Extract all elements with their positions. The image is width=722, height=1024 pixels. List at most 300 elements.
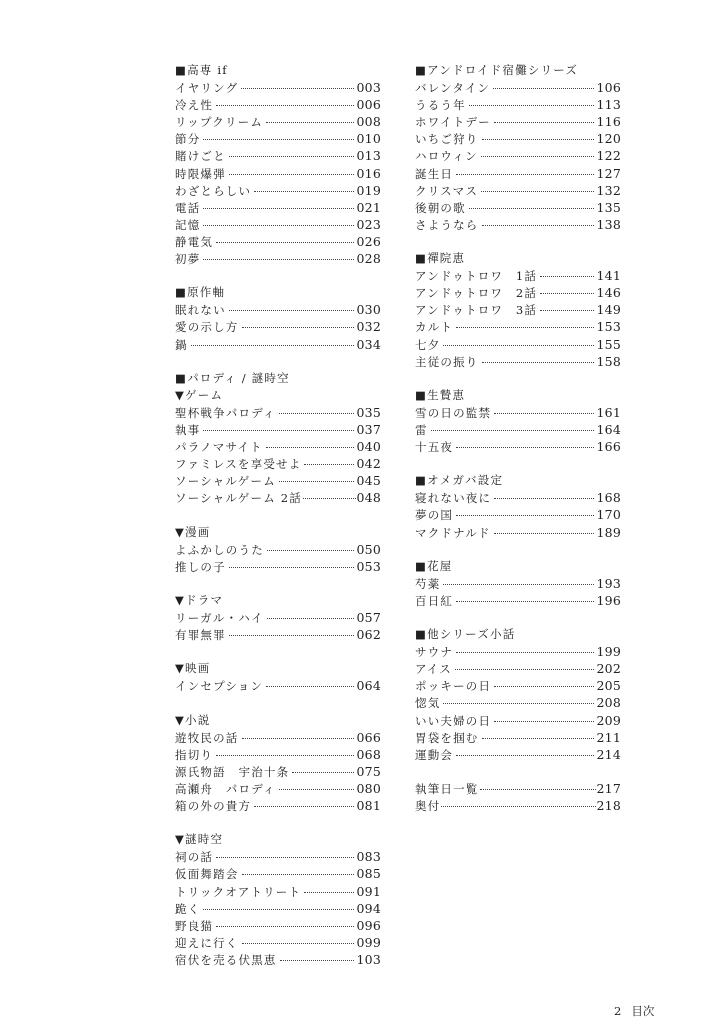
entry-page-number: 028 bbox=[356, 251, 381, 267]
entry-page-number: 208 bbox=[596, 695, 621, 711]
entry-page-number: 008 bbox=[356, 114, 381, 130]
entry-title: 後朝の歌 bbox=[415, 200, 466, 215]
toc-entry[interactable] bbox=[415, 780, 621, 797]
toc-entry[interactable] bbox=[415, 729, 621, 746]
toc-entry[interactable] bbox=[175, 797, 381, 814]
entry-title: さようなら bbox=[415, 217, 479, 232]
toc-entry[interactable] bbox=[415, 267, 621, 284]
dot-leader bbox=[242, 874, 354, 875]
entry-title: 誕生日 bbox=[415, 166, 454, 181]
dot-leader bbox=[469, 208, 594, 209]
dot-leader bbox=[216, 242, 353, 243]
dot-leader bbox=[455, 669, 594, 670]
entry-title: アイス bbox=[415, 662, 452, 677]
toc-entry[interactable] bbox=[415, 199, 621, 216]
section-heading-text: ■原作軸 bbox=[175, 285, 226, 300]
toc-entry[interactable] bbox=[175, 865, 381, 882]
toc-entry[interactable] bbox=[175, 472, 381, 489]
entry-page-number: 132 bbox=[596, 182, 621, 198]
entry-title: よふかしのうた bbox=[175, 542, 264, 557]
toc-entry[interactable] bbox=[175, 455, 381, 472]
section-heading-text: ■パロディ / 謎時空 bbox=[175, 370, 290, 385]
entry-page-number: 196 bbox=[596, 592, 621, 608]
entry-page-number: 035 bbox=[356, 404, 381, 420]
dot-leader bbox=[292, 772, 353, 773]
entry-page-number: 045 bbox=[356, 473, 381, 489]
toc-entry[interactable] bbox=[175, 489, 381, 506]
toc-entry[interactable] bbox=[415, 524, 621, 541]
dot-leader bbox=[229, 174, 354, 175]
entry-title: 寝れない夜に bbox=[415, 491, 492, 506]
entry-title: いちご狩り bbox=[415, 132, 479, 147]
entry-page-number: 149 bbox=[596, 302, 621, 318]
entry-page-number: 085 bbox=[356, 866, 381, 882]
entry-title: 指切り bbox=[175, 747, 214, 762]
entry-title: ハロウィン bbox=[415, 149, 478, 164]
entry-page-number: 127 bbox=[596, 165, 621, 181]
entry-page-number: 042 bbox=[356, 456, 381, 472]
toc-entry[interactable] bbox=[415, 592, 621, 609]
entry-title: バレンタイン bbox=[415, 81, 491, 96]
entry-page-number: 021 bbox=[356, 199, 381, 215]
entry-page-number: 218 bbox=[596, 798, 621, 814]
entry-title: 運動会 bbox=[415, 747, 454, 762]
section-heading-text: ■アンドロイド宿儺シリーズ bbox=[415, 63, 579, 77]
entry-title: イヤリング bbox=[175, 81, 239, 96]
entry-title: わざとらしい bbox=[175, 183, 252, 198]
entry-title: 推しの子 bbox=[175, 559, 226, 574]
toc-entry[interactable] bbox=[415, 677, 621, 694]
toc-entry[interactable] bbox=[415, 284, 621, 301]
entry-title: 七夕 bbox=[415, 337, 441, 352]
toc-entry[interactable] bbox=[415, 318, 621, 335]
dot-leader bbox=[229, 635, 354, 636]
dot-leader bbox=[242, 943, 354, 944]
entry-title: 節分 bbox=[175, 132, 201, 147]
dot-leader bbox=[229, 156, 354, 157]
entry-title: 主従の振り bbox=[415, 354, 479, 369]
page-footer bbox=[614, 1003, 664, 1019]
entry-title: 野良猫 bbox=[175, 918, 214, 933]
spacer bbox=[175, 643, 381, 660]
dot-leader bbox=[254, 191, 353, 192]
toc-entry[interactable] bbox=[175, 404, 381, 421]
toc-entry[interactable] bbox=[415, 643, 621, 660]
dot-leader bbox=[191, 345, 354, 346]
entry-title: インセプション bbox=[175, 679, 264, 694]
toc-entry[interactable] bbox=[175, 883, 381, 900]
section-heading-text: ▼漫画 bbox=[175, 524, 211, 539]
spacer bbox=[175, 267, 381, 284]
toc-entry[interactable] bbox=[415, 660, 621, 677]
section-heading-text: ▼ドラマ bbox=[175, 592, 224, 607]
toc-entry[interactable] bbox=[175, 216, 381, 233]
entry-title: 時限爆弾 bbox=[175, 166, 226, 181]
toc-column-right bbox=[415, 62, 621, 814]
entry-title: 百日紅 bbox=[415, 593, 454, 608]
entry-title: 聖杯戦争パロディ bbox=[175, 405, 276, 420]
entry-page-number: 170 bbox=[596, 507, 621, 523]
entry-page-number: 080 bbox=[356, 780, 381, 796]
entry-page-number: 057 bbox=[356, 610, 381, 625]
entry-title: 有罪無罪 bbox=[175, 628, 226, 643]
section-heading bbox=[175, 712, 381, 729]
toc-entry[interactable] bbox=[175, 609, 381, 626]
entry-page-number: 032 bbox=[356, 319, 381, 335]
toc-entry[interactable] bbox=[415, 797, 621, 814]
dot-leader bbox=[540, 293, 593, 294]
entry-page-number: 037 bbox=[356, 421, 381, 437]
entry-page-number: 003 bbox=[356, 80, 381, 96]
entry-page-number: 013 bbox=[356, 148, 381, 164]
entry-title: アンドゥトロワ 1話 bbox=[415, 269, 538, 284]
entry-title: リップクリーム bbox=[175, 115, 264, 130]
entry-title: ファミレスを享受せよ bbox=[175, 457, 302, 472]
toc-entry[interactable] bbox=[175, 113, 381, 130]
entry-title: 跪く bbox=[175, 901, 201, 916]
dot-leader bbox=[203, 259, 353, 260]
entry-page-number: 214 bbox=[596, 746, 621, 762]
toc-entry[interactable] bbox=[175, 934, 381, 951]
toc-entry[interactable] bbox=[175, 318, 381, 335]
dot-leader bbox=[481, 156, 594, 157]
entry-title: ホワイトデー bbox=[415, 115, 491, 130]
entry-page-number: 209 bbox=[596, 712, 621, 728]
dot-leader bbox=[431, 430, 594, 431]
section-heading bbox=[415, 250, 621, 267]
dot-leader bbox=[229, 567, 354, 568]
entry-title: 祠の話 bbox=[175, 850, 214, 865]
dot-leader bbox=[229, 310, 354, 311]
toc-entry[interactable] bbox=[175, 917, 381, 934]
toc-entry[interactable] bbox=[415, 216, 621, 233]
entry-page-number: 075 bbox=[356, 763, 381, 779]
entry-title: いい夫婦の日 bbox=[415, 713, 492, 728]
dot-leader bbox=[280, 960, 354, 961]
entry-title: 芍薬 bbox=[415, 576, 441, 591]
entry-title: 源氏物語 宇治十条 bbox=[175, 764, 290, 779]
toc-entry[interactable] bbox=[415, 336, 621, 353]
entry-title: 初夢 bbox=[175, 252, 201, 267]
toc-entry[interactable] bbox=[175, 729, 381, 746]
entry-title: 愛の示し方 bbox=[175, 320, 239, 335]
section-heading bbox=[175, 831, 381, 848]
spacer bbox=[175, 506, 381, 523]
entry-page-number: 030 bbox=[356, 302, 381, 318]
toc-entry[interactable] bbox=[415, 113, 621, 130]
entry-page-number: 010 bbox=[356, 131, 381, 147]
entry-title: 静電気 bbox=[175, 234, 214, 249]
entry-page-number: 016 bbox=[356, 165, 381, 181]
entry-title: カルト bbox=[415, 320, 454, 335]
dot-leader bbox=[481, 191, 593, 192]
section-heading bbox=[175, 284, 381, 301]
toc-entry[interactable] bbox=[175, 746, 381, 763]
entry-page-number: 068 bbox=[356, 746, 381, 762]
entry-title: リーガル・ハイ bbox=[175, 611, 264, 625]
entry-title: 遊牧民の話 bbox=[175, 730, 239, 745]
toc-entry[interactable] bbox=[415, 96, 621, 113]
entry-page-number: 120 bbox=[596, 131, 621, 147]
dot-leader bbox=[304, 464, 353, 465]
section-heading-text: ■花屋 bbox=[415, 558, 453, 573]
toc-entry[interactable] bbox=[175, 233, 381, 250]
entry-page-number: 040 bbox=[356, 439, 381, 455]
entry-title: マクドナルド bbox=[415, 525, 491, 540]
dot-leader bbox=[494, 498, 593, 499]
dot-leader bbox=[266, 447, 354, 448]
entry-page-number: 023 bbox=[356, 216, 381, 232]
toc-entry[interactable] bbox=[175, 336, 381, 353]
dot-leader bbox=[456, 515, 593, 516]
entry-page-number: 164 bbox=[596, 421, 621, 437]
dot-leader bbox=[254, 806, 353, 807]
toc-entry[interactable] bbox=[415, 694, 621, 711]
entry-page-number: 166 bbox=[596, 439, 621, 455]
section-heading bbox=[415, 387, 621, 404]
toc-entry[interactable] bbox=[175, 182, 381, 199]
dot-leader bbox=[456, 755, 593, 756]
entry-title: 電話 bbox=[175, 200, 201, 215]
entry-title: 雪の日の監禁 bbox=[415, 405, 492, 420]
toc-entry[interactable] bbox=[415, 301, 621, 318]
entry-page-number: 153 bbox=[596, 319, 621, 335]
toc-column-left bbox=[175, 62, 381, 968]
entry-page-number: 202 bbox=[596, 661, 621, 677]
entry-page-number: 094 bbox=[356, 900, 381, 916]
entry-title: 記憶 bbox=[175, 217, 201, 232]
entry-page-number: 155 bbox=[596, 336, 621, 352]
dot-leader bbox=[203, 139, 353, 140]
toc-entry[interactable] bbox=[175, 677, 381, 694]
entry-title: 胃袋を掴む bbox=[415, 730, 479, 745]
dot-leader bbox=[241, 88, 353, 89]
entry-title: 宿伏を売る伏黒恵 bbox=[175, 952, 277, 967]
entry-page-number: 113 bbox=[596, 97, 621, 113]
toc-entry[interactable] bbox=[415, 746, 621, 763]
entry-title: クリスマス bbox=[415, 183, 479, 198]
toc-entry[interactable] bbox=[175, 199, 381, 216]
entry-title: うるう年 bbox=[415, 98, 466, 113]
section-heading-text: ▼小説 bbox=[175, 712, 211, 727]
toc-entry[interactable] bbox=[415, 506, 621, 523]
toc-entry[interactable] bbox=[175, 558, 381, 575]
entry-title: 高瀬舟 パロディ bbox=[175, 781, 276, 796]
entry-title: 迎えに行く bbox=[175, 935, 239, 950]
toc-entry[interactable] bbox=[415, 575, 621, 592]
section-heading bbox=[415, 626, 621, 643]
entry-page-number: 122 bbox=[596, 148, 621, 164]
spacer bbox=[415, 370, 621, 387]
dot-leader bbox=[443, 703, 593, 704]
entry-page-number: 138 bbox=[596, 216, 621, 232]
entry-page-number: 096 bbox=[356, 917, 381, 933]
dot-leader bbox=[494, 122, 594, 123]
toc-entry[interactable] bbox=[175, 96, 381, 113]
spacer bbox=[175, 575, 381, 592]
dot-leader bbox=[216, 105, 353, 106]
section-heading bbox=[175, 592, 381, 609]
toc-entry[interactable] bbox=[175, 130, 381, 147]
toc-entry[interactable] bbox=[415, 421, 621, 438]
section-heading bbox=[175, 660, 381, 677]
entry-page-number: 146 bbox=[596, 285, 621, 301]
dot-leader bbox=[456, 601, 593, 602]
toc-entry[interactable] bbox=[175, 438, 381, 455]
toc-entry[interactable] bbox=[175, 79, 381, 96]
toc-entry[interactable] bbox=[175, 763, 381, 780]
entry-title: 箱の外の貴方 bbox=[175, 799, 252, 814]
spacer bbox=[415, 763, 621, 780]
toc-entry[interactable] bbox=[175, 541, 381, 558]
toc-entry[interactable] bbox=[415, 712, 621, 729]
spacer bbox=[415, 455, 621, 472]
entry-page-number: 168 bbox=[596, 490, 621, 506]
dot-leader bbox=[216, 755, 353, 756]
dot-leader bbox=[242, 327, 354, 328]
entry-title: 賭けごと bbox=[175, 149, 226, 164]
dot-leader bbox=[494, 533, 594, 534]
toc-entry[interactable] bbox=[175, 301, 381, 318]
dot-leader bbox=[203, 909, 353, 910]
dot-leader bbox=[482, 225, 594, 226]
section-heading bbox=[175, 370, 381, 387]
entry-title: ポッキーの日 bbox=[415, 679, 492, 694]
toc-entry[interactable] bbox=[175, 780, 381, 797]
section-heading-text: ▼謎時空 bbox=[175, 832, 224, 847]
toc-entry[interactable] bbox=[415, 404, 621, 421]
toc-entry[interactable] bbox=[415, 353, 621, 370]
spacer bbox=[175, 694, 381, 711]
entry-title: 眠れない bbox=[175, 303, 226, 318]
toc-entry[interactable] bbox=[175, 900, 381, 917]
toc-entry[interactable] bbox=[175, 626, 381, 643]
section-heading bbox=[415, 472, 621, 489]
toc-entry[interactable] bbox=[175, 421, 381, 438]
entry-page-number: 048 bbox=[356, 490, 381, 506]
toc-entry[interactable] bbox=[175, 165, 381, 182]
dot-leader bbox=[456, 174, 593, 175]
dot-leader bbox=[482, 362, 594, 363]
entry-page-number: 205 bbox=[596, 678, 621, 694]
entry-title: トリックオアトリート bbox=[175, 884, 302, 899]
dot-leader bbox=[203, 225, 353, 226]
section-heading-text: ▼映画 bbox=[175, 661, 211, 676]
dot-leader bbox=[266, 686, 353, 687]
entry-title: 執筆日一覧 bbox=[415, 781, 479, 796]
entry-page-number: 193 bbox=[596, 575, 621, 591]
dot-leader bbox=[304, 892, 353, 893]
spacer bbox=[175, 353, 381, 370]
section-heading-text: ■生贄恵 bbox=[415, 387, 466, 402]
toc-entry[interactable] bbox=[415, 147, 621, 164]
spacer bbox=[415, 609, 621, 626]
entry-title: 冷え性 bbox=[175, 98, 214, 113]
dot-leader bbox=[456, 447, 593, 448]
toc-entry[interactable] bbox=[415, 438, 621, 455]
entry-title: ソーシャルゲーム bbox=[175, 474, 276, 489]
footer-section-title: 目次 bbox=[631, 1004, 655, 1018]
dot-leader bbox=[266, 122, 353, 123]
entry-page-number: 064 bbox=[356, 678, 381, 694]
entry-page-number: 062 bbox=[356, 627, 381, 643]
toc-entry[interactable] bbox=[415, 79, 621, 96]
section-heading-text: ▼ゲーム bbox=[175, 387, 224, 402]
toc-entry[interactable] bbox=[415, 165, 621, 182]
spacer bbox=[415, 541, 621, 558]
entry-page-number: 217 bbox=[596, 780, 621, 796]
dot-leader bbox=[216, 926, 353, 927]
dot-leader bbox=[482, 139, 594, 140]
entry-title: 執事 bbox=[175, 422, 201, 437]
entry-title: 十五夜 bbox=[415, 440, 454, 455]
spacer bbox=[415, 233, 621, 250]
section-heading bbox=[415, 558, 621, 575]
dot-leader bbox=[443, 345, 593, 346]
entry-title: 仮面舞踏会 bbox=[175, 867, 239, 882]
section-heading-text: ■オメガバ設定 bbox=[415, 473, 504, 488]
entry-page-number: 135 bbox=[596, 199, 621, 215]
entry-title: 惚気 bbox=[415, 696, 441, 711]
entry-page-number: 081 bbox=[356, 798, 381, 814]
entry-title: パラノマサイト bbox=[175, 440, 263, 455]
toc-entry[interactable] bbox=[415, 489, 621, 506]
entry-title: ソーシャルゲーム 2話 bbox=[175, 491, 302, 506]
section-heading bbox=[415, 62, 621, 79]
section-heading-text: ■高専 if bbox=[175, 63, 228, 77]
toc-entry[interactable] bbox=[175, 848, 381, 865]
entry-page-number: 103 bbox=[356, 951, 381, 967]
section-heading bbox=[175, 62, 381, 79]
dot-leader bbox=[216, 857, 353, 858]
dot-leader bbox=[443, 584, 593, 585]
toc-entry[interactable] bbox=[175, 147, 381, 164]
dot-leader bbox=[494, 413, 593, 414]
toc-entry[interactable] bbox=[175, 951, 381, 968]
entry-page-number: 158 bbox=[596, 353, 621, 369]
dot-leader bbox=[279, 789, 354, 790]
dot-leader bbox=[267, 618, 354, 619]
dot-leader bbox=[441, 806, 595, 807]
entry-page-number: 034 bbox=[356, 336, 381, 352]
entry-page-number: 141 bbox=[596, 268, 621, 284]
entry-page-number: 026 bbox=[356, 233, 381, 249]
dot-leader bbox=[482, 738, 594, 739]
dot-leader bbox=[480, 789, 596, 790]
entry-page-number: 019 bbox=[356, 182, 381, 198]
toc-entry[interactable] bbox=[415, 130, 621, 147]
entry-page-number: 106 bbox=[596, 80, 621, 96]
entry-title: サウナ bbox=[415, 645, 454, 660]
toc-entry[interactable] bbox=[415, 182, 621, 199]
entry-page-number: 199 bbox=[596, 644, 621, 660]
section-heading bbox=[175, 524, 381, 541]
section-heading-text: ■他シリーズ小話 bbox=[415, 627, 516, 642]
dot-leader bbox=[242, 738, 354, 739]
page-number: 2 bbox=[614, 1004, 622, 1018]
dot-leader bbox=[540, 276, 593, 277]
dot-leader bbox=[456, 327, 593, 328]
section-heading bbox=[175, 387, 381, 404]
dot-leader bbox=[203, 430, 353, 431]
entry-page-number: 053 bbox=[356, 558, 381, 574]
dot-leader bbox=[494, 686, 593, 687]
dot-leader bbox=[494, 721, 593, 722]
dot-leader bbox=[493, 88, 593, 89]
entry-page-number: 189 bbox=[596, 524, 621, 540]
toc-entry[interactable] bbox=[175, 250, 381, 267]
entry-title: 夢の国 bbox=[415, 508, 454, 523]
